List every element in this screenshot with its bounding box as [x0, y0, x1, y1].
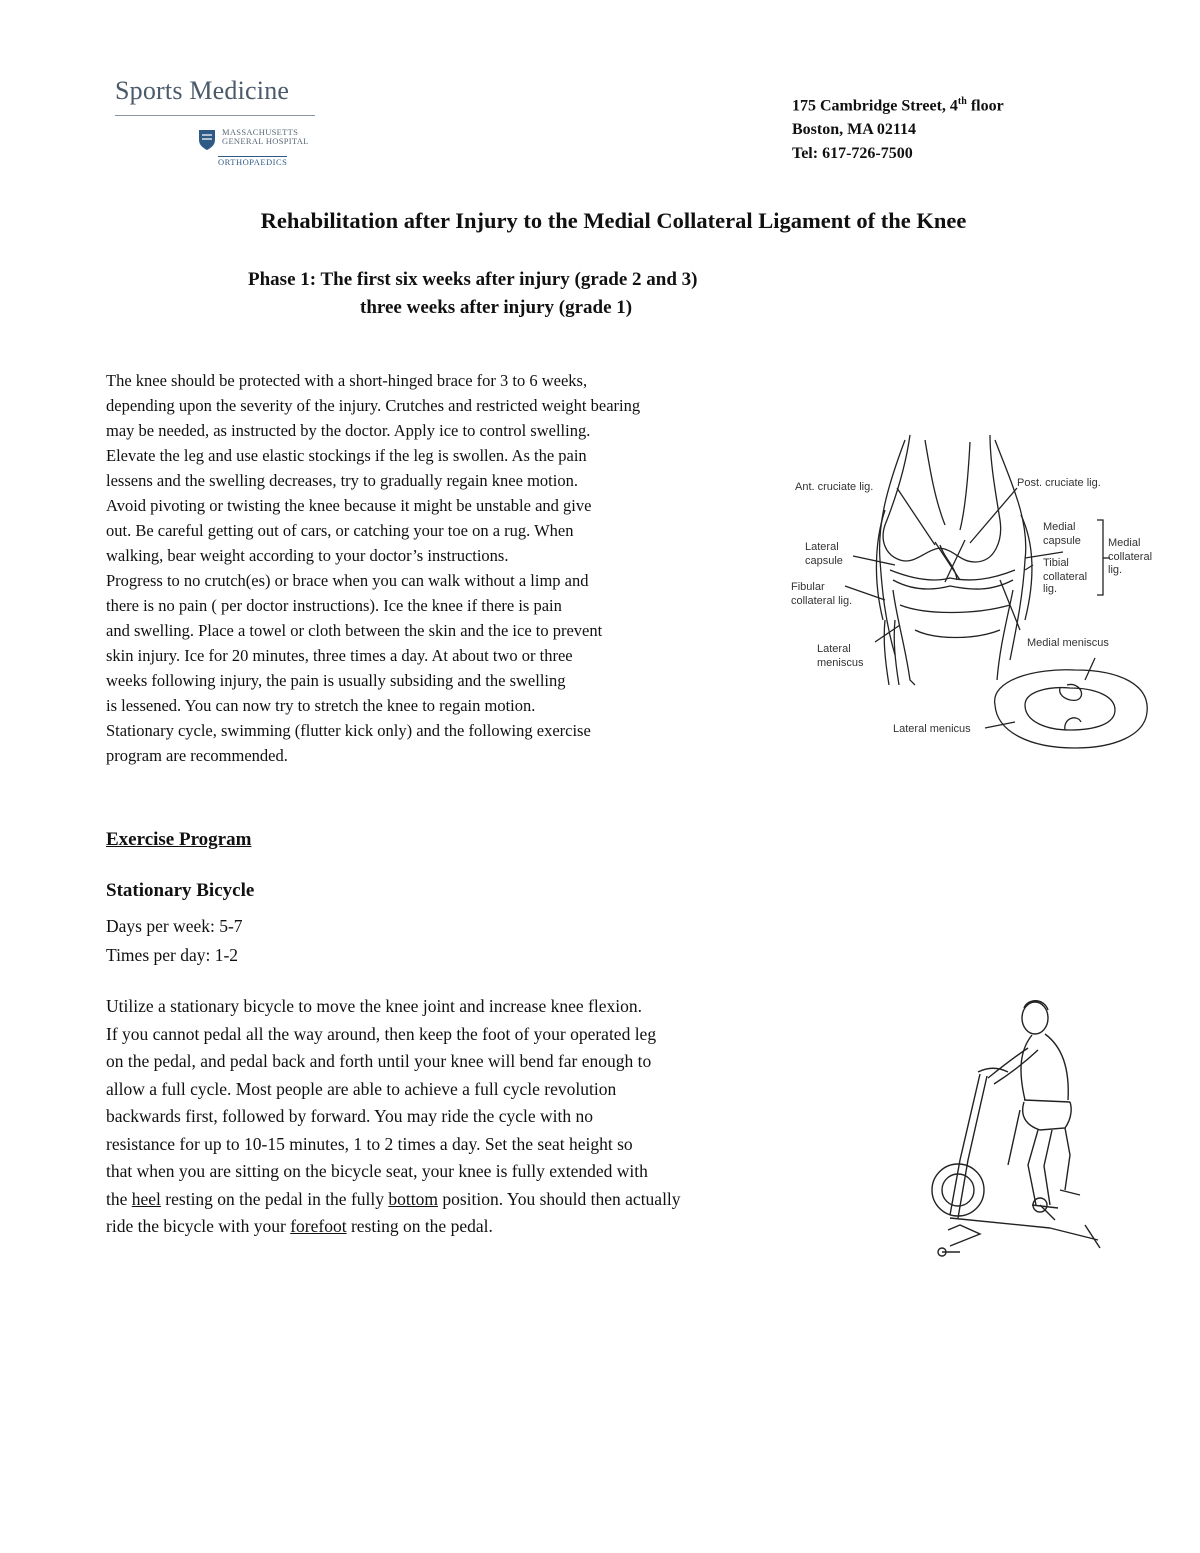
instruction-line: on the pedal, and pedal back and forth until your knee will bend far enough to	[106, 1051, 652, 1071]
address-floor-word: floor	[966, 97, 1004, 115]
intro-line: there is no pain ( per doctor instructions). Ice the knee if there is pain	[106, 596, 562, 615]
instruction-text: resting on the pedal.	[346, 1216, 493, 1236]
intro-line: weeks following injury, the pain is usually subsiding and the swelling	[106, 671, 566, 690]
instruction-line: that when you are sitting on the bicycle seat, your knee is fully extended with	[106, 1161, 648, 1181]
bicycle-instructions	[106, 993, 681, 1241]
label-tibial-2: collateral	[1043, 571, 1088, 583]
exercise-program-heading: Exercise Program	[106, 829, 252, 850]
intro-line: Elevate the leg and use elastic stockings if the leg is swollen. As the pain	[106, 446, 587, 465]
instruction-line: resistance for up to 10-15 minutes, 1 to 2 times a day. Set the seat height so	[106, 1133, 633, 1154]
label-lateral-capsule-2: capsule	[805, 555, 843, 567]
instruction-line	[106, 1213, 681, 1241]
phase-line2: three weeks after injury (grade 1)	[360, 297, 633, 318]
intro-line: Stationary cycle, swimming (flutter kick only) and the following exercise	[106, 721, 591, 740]
instruction-text: ride the bicycle with your	[106, 1216, 291, 1236]
instruction-line	[106, 1186, 681, 1214]
hospital-name-line1: MASSACHUSETTS	[222, 127, 299, 137]
document-title: Rehabilitation after Injury to the Medial Collateral Ligament of the Knee	[260, 208, 967, 233]
instruction-text: resting on the pedal in the fully	[160, 1188, 389, 1209]
address-street-text: 175 Cambridge Street, 4	[792, 97, 958, 115]
label-post-cruciate: Post. cruciate lig.	[1017, 477, 1101, 489]
knee-anatomy-illustration	[785, 430, 1170, 750]
instruction-text: the	[106, 1188, 132, 1209]
stationary-bicycle-illustration	[920, 990, 1110, 1265]
hospital-shield-icon	[198, 129, 216, 151]
intro-line: walking, bear weight according to your doctor’s instructions.	[106, 546, 509, 565]
hospital-name	[222, 128, 309, 146]
days-per-week: Days per week: 5-7	[106, 916, 243, 936]
stationary-bicycle-heading: Stationary Bicycle	[106, 880, 255, 901]
label-medial-capsule-2: capsule	[1043, 535, 1081, 547]
times-per-day: Times per day: 1-2	[106, 945, 239, 965]
intro-line: depending upon the severity of the injury. Crutches and restricted weight bearing	[106, 396, 641, 415]
label-fibular-2: collateral lig.	[791, 595, 853, 607]
intro-line: skin injury. Ice for 20 minutes, three times a day. At about two or three	[106, 646, 573, 665]
intro-line: Avoid pivoting or twisting the knee because it might be unstable and give	[106, 496, 592, 515]
phase-line1: Phase 1: The first six weeks after injury (grade 2 and 3)	[248, 269, 698, 290]
instruction-line: allow a full cycle. Most people are able to achieve a full cycle revolution	[106, 1078, 617, 1099]
knee-drawing	[845, 435, 1147, 748]
exercise-frequency	[106, 912, 243, 970]
intro-paragraph	[106, 368, 640, 768]
label-ant-cruciate: Ant. cruciate lig.	[795, 481, 874, 493]
label-tibial-1: Tibial	[1043, 557, 1069, 569]
intro-line: out. Be careful getting out of cars, or catching your toe on a rug. When	[106, 521, 574, 540]
department-name: ORTHOPAEDICS	[218, 157, 288, 167]
label-medial-capsule-1: Medial	[1043, 521, 1076, 533]
label-medial-collateral-3: lig.	[1108, 564, 1123, 576]
instruction-line: If you cannot pedal all the way around, then keep the foot of your operated leg	[106, 1023, 657, 1044]
address-block	[792, 90, 1004, 166]
label-medial-collateral-1: Medial	[1108, 537, 1141, 549]
label-lateral-meniscus-1: Lateral	[817, 643, 851, 655]
bottom-emphasis: bottom	[388, 1188, 438, 1209]
intro-line: program are recommended.	[106, 746, 288, 765]
address-floor-suffix: th	[957, 96, 967, 107]
label-lateral-meniscus-2: meniscus	[817, 657, 864, 669]
label-tibial-3: lig.	[1043, 583, 1058, 595]
address-city: Boston, MA 02114	[792, 121, 917, 139]
intro-line: lessens and the swelling decreases, try to gradually regain knee motion.	[106, 471, 578, 490]
logo-title: Sports Medicine	[115, 76, 290, 105]
heel-emphasis: heel	[131, 1188, 161, 1209]
address-street	[792, 90, 1004, 118]
intro-line: Progress to no crutch(es) or brace when you can walk without a limp and	[106, 571, 589, 590]
label-lateral-capsule-1: Lateral	[805, 541, 839, 553]
instruction-line: Utilize a stationary bicycle to move the knee joint and increase knee flexion.	[106, 996, 642, 1016]
intro-line: is lessened. You can now try to stretch the knee to regain motion.	[106, 696, 536, 715]
label-medial-meniscus: Medial meniscus	[1027, 637, 1109, 649]
intro-line: and swelling. Place a towel or cloth between the skin and the ice to prevent	[106, 621, 603, 640]
intro-line: may be needed, as instructed by the doctor. Apply ice to control swelling.	[106, 421, 591, 440]
instruction-text: position. You should then actually	[437, 1188, 681, 1209]
hospital-name-line2: GENERAL HOSPITAL	[222, 136, 309, 146]
label-lateral-menicus: Lateral menicus	[893, 723, 971, 735]
forefoot-emphasis: forefoot	[290, 1216, 347, 1236]
instruction-line: backwards first, followed by forward. You may ride the cycle with no	[106, 1106, 593, 1126]
phase-heading	[248, 266, 697, 322]
label-fibular-1: Fibular	[791, 581, 825, 593]
address-phone: Tel: 617-726-7500	[792, 145, 913, 163]
logo-divider	[115, 115, 315, 116]
label-medial-collateral-2: collateral	[1108, 551, 1153, 563]
intro-line: The knee should be protected with a short-hinged brace for 3 to 6 weeks,	[106, 371, 588, 390]
